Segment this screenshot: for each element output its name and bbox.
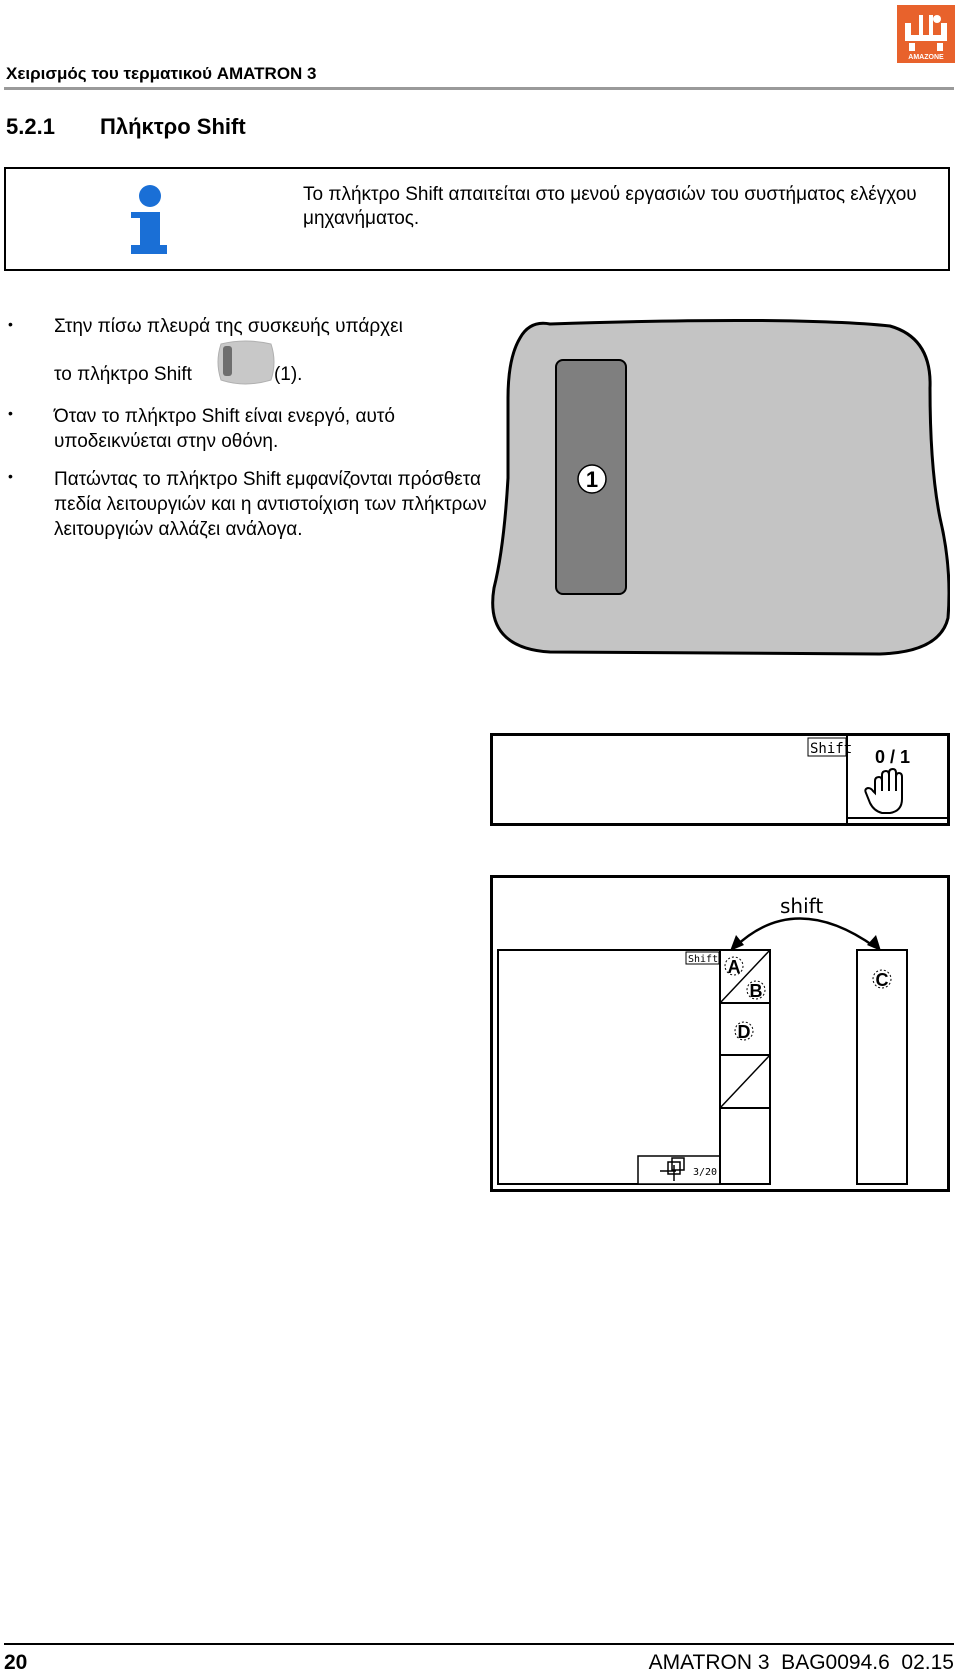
bullet-1-suffix: (1).	[273, 364, 303, 385]
device-back-figure	[490, 318, 950, 658]
callout-1-label: 1	[585, 467, 599, 492]
page-number: 20	[4, 1651, 28, 1674]
bullet-marker: •	[8, 405, 13, 421]
section-title: Πλήκτρο Shift	[100, 114, 246, 139]
info-text: Το πλήκτρο Shift απαιτείται στο μενού εργασιών του συστήματος ελέγχου μηχανήματος.	[303, 184, 917, 229]
bullet-3-text: Πατώντας το πλήκτρο Shift εμφανίζονται πρόσθετα πεδία λειτουργιών και η αντιστοίχιση των πλήκτρων λειτουργιών αλλάζει ανάλογα.	[54, 469, 487, 540]
shift-status-figure	[490, 733, 950, 826]
shift-arrow-label: shift	[780, 894, 824, 918]
page-indicator-text: 3/20	[693, 1167, 718, 1178]
key-c-label: C	[875, 970, 889, 990]
key-a-label: A	[727, 957, 741, 977]
shift-indicator-label: Shift	[810, 741, 853, 757]
bullet-1-text: Στην πίσω πλευρά της συσκευής υπάρχει	[54, 316, 403, 337]
bullet-marker: •	[8, 316, 13, 332]
header-divider	[4, 87, 954, 90]
document-reference: AMATRON 3 BAG0094.6 02.15	[648, 1651, 954, 1674]
toggle-label: 0 / 1	[875, 747, 911, 767]
key-d-label: D	[737, 1022, 751, 1042]
bullet-1-prefix: το πλήκτρο Shift	[54, 364, 192, 385]
section-number: 5.2.1	[6, 114, 55, 139]
amazone-logo	[897, 5, 955, 63]
bullet-marker: •	[8, 468, 13, 484]
info-icon	[128, 185, 170, 255]
logo-text: AMAZONE	[908, 54, 944, 61]
key-b-label: B	[749, 981, 763, 1001]
shift-screen-figure	[490, 875, 950, 1192]
shift-label: Shift	[688, 954, 719, 965]
footer-divider	[4, 1643, 954, 1645]
display-area	[498, 950, 720, 1184]
document-header-title: Χειρισμός του τερματικού AMATRON 3	[6, 64, 317, 83]
shift-key-icon	[213, 340, 277, 386]
bullet-2-text: Όταν το πλήκτρο Shift είναι ενεργό, αυτό υποδεικνύεται στην οθόνη.	[54, 406, 395, 452]
